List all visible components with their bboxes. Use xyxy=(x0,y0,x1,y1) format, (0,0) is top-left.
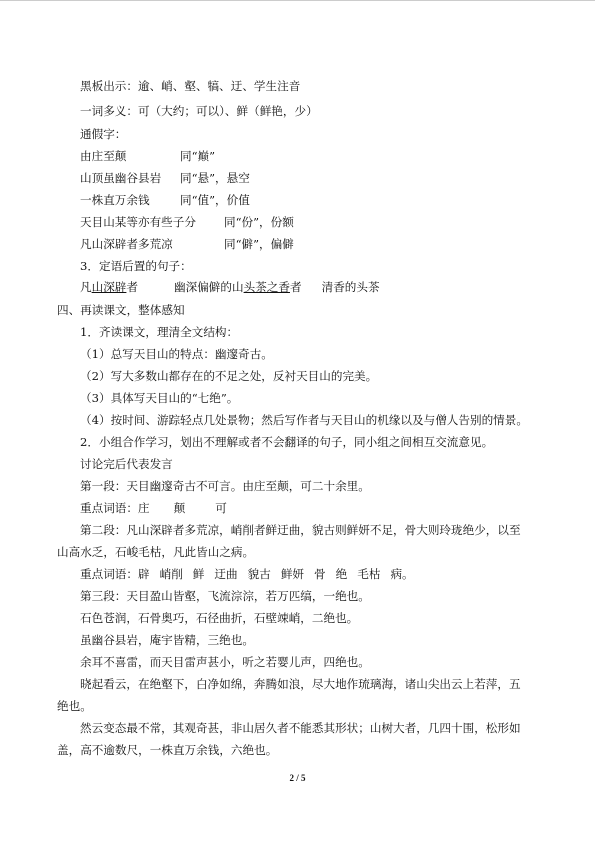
key-word: 貌古 xyxy=(247,567,271,581)
structure-item: （4）按时间、游踪轻点几处景物；然后写作者与天目山的机缘以及与僧人告别的情景。 xyxy=(80,413,528,427)
cloud-tree-line: 盖，高不逾数尺，一株直万余钱，六绝也。 xyxy=(57,743,278,757)
blackboard-line: 黑板出示：逾、峭、壑、犒、迂、学生注音 xyxy=(80,79,301,93)
example-underlined: 山深辟 xyxy=(91,280,127,294)
paragraph-three-line: 石色苍润，石骨奥巧，石径曲折，石壁竦峭，二绝也。 xyxy=(80,611,359,625)
key-word: 绝 xyxy=(335,567,348,581)
paragraph-one: 第一段：天目幽邃奇古不可言。由庄至颠，可二十余里。 xyxy=(80,479,370,493)
example-text: 者 xyxy=(289,280,302,294)
example-underlined: 头茶之香 xyxy=(243,280,290,294)
paragraph-three-line: 余耳不喜雷，而天目雷声甚小，听之若婴儿声，四绝也。 xyxy=(80,655,370,669)
polysemy-line: 一词多义：可（大约；可以）、鲜（鲜艳，少） xyxy=(80,104,318,118)
paragraph-two-line: 第二段：凡山深辟者多荒凉，峭削者鲜迂曲，貌古则鲜妍不足，骨大则玲珑绝少，以至 xyxy=(80,523,521,537)
tongjia-sentence: 由庄至颠 xyxy=(80,149,127,163)
key-word: 骨 xyxy=(314,567,326,581)
example-text: 清香的头茶 xyxy=(321,280,380,294)
structure-item: （2）写大多数山都存在的不足之处，反衬天目山的完美。 xyxy=(80,369,378,383)
tongjia-note: 同“值”，价值 xyxy=(180,193,250,207)
tongjia-sentence: 天目山某等亦有些子分 xyxy=(80,215,196,229)
tongjia-item xyxy=(80,149,215,163)
tongjia-sentence: 凡山深辟者多荒凉 xyxy=(80,237,173,251)
tongjia-note: 同“巅” xyxy=(180,149,216,163)
key-word: 鲜妍 xyxy=(280,567,305,581)
key-words-label: 重点词语： xyxy=(80,501,138,515)
key-word: 辟 xyxy=(137,567,150,581)
key-word: 迂曲 xyxy=(214,567,238,581)
structure-item: （3）具体写天目山的“七绝”。 xyxy=(80,391,239,405)
paragraph-three-line: 第三段：天目盈山皆壑，飞流淙淙，若万匹缟，一绝也。 xyxy=(80,589,370,603)
cloud-tree-line: 然云变态最不常，其观奇甚，非山居久者不能悉其形状；山树大者，几四十围，松形如 xyxy=(80,721,521,735)
tongjia-note: 同“份”，份额 xyxy=(224,215,294,229)
key-words-label: 重点词语： xyxy=(80,567,138,581)
example-text: 凡 xyxy=(80,280,92,294)
key-word: 鲜 xyxy=(192,567,205,581)
discussion-note: 讨论完后代表发言 xyxy=(80,457,173,471)
example-text: 者 xyxy=(126,280,139,294)
key-word: 峭削 xyxy=(159,567,183,581)
tongjia-sentence: 山顶虽幽谷县岩 xyxy=(80,171,162,185)
tongjia-note: 同“僻”，偏僻 xyxy=(224,237,294,251)
reread-step: 1．齐读课文，理清全文结构： xyxy=(80,325,239,339)
postposition-title: 3．定语后置的句子： xyxy=(80,259,192,273)
key-word: 庄 xyxy=(137,501,150,515)
group-study-step: 2．小组合作学习，划出不理解或者不会翻译的句子，同小组之间相互交流意见。 xyxy=(80,435,494,449)
tongjia-title: 通假字： xyxy=(80,127,127,141)
key-words-line xyxy=(80,501,227,515)
page-top-border xyxy=(0,0,595,1)
tongjia-sentence: 一株直万余钱 xyxy=(80,193,150,207)
key-words-line xyxy=(80,567,414,581)
key-word: 毛枯 xyxy=(357,567,381,581)
example-text: 幽深偏僻的山 xyxy=(174,280,244,294)
structure-item: （1）总写天目山的特点：幽邃奇古。 xyxy=(80,347,273,361)
tongjia-item xyxy=(80,215,294,229)
section-heading: 四、再读课文，整体感知 xyxy=(57,303,185,317)
page-number: 2 / 5 xyxy=(289,773,306,783)
paragraph-two-line: 山高水乏，石峻毛枯，凡此皆山之病。 xyxy=(57,545,255,559)
dawn-cloud-line: 绝也。 xyxy=(57,699,92,713)
tongjia-note: 同“悬”，悬空 xyxy=(180,171,250,185)
key-word: 颠 xyxy=(173,501,186,515)
tongjia-item xyxy=(80,237,294,251)
paragraph-three-line: 虽幽谷县岩，庵宇皆精，三绝也。 xyxy=(80,633,254,647)
tongjia-item xyxy=(80,193,250,207)
key-word: 可 xyxy=(215,501,227,515)
dawn-cloud-line: 晓起看云，在绝壑下，白净如绵，奔腾如浪，尽大地作琉璃海，诸山尖出云上若萍，五 xyxy=(80,677,521,691)
tongjia-item xyxy=(80,171,250,185)
postposition-example xyxy=(80,280,380,294)
key-word: 病。 xyxy=(390,567,414,581)
